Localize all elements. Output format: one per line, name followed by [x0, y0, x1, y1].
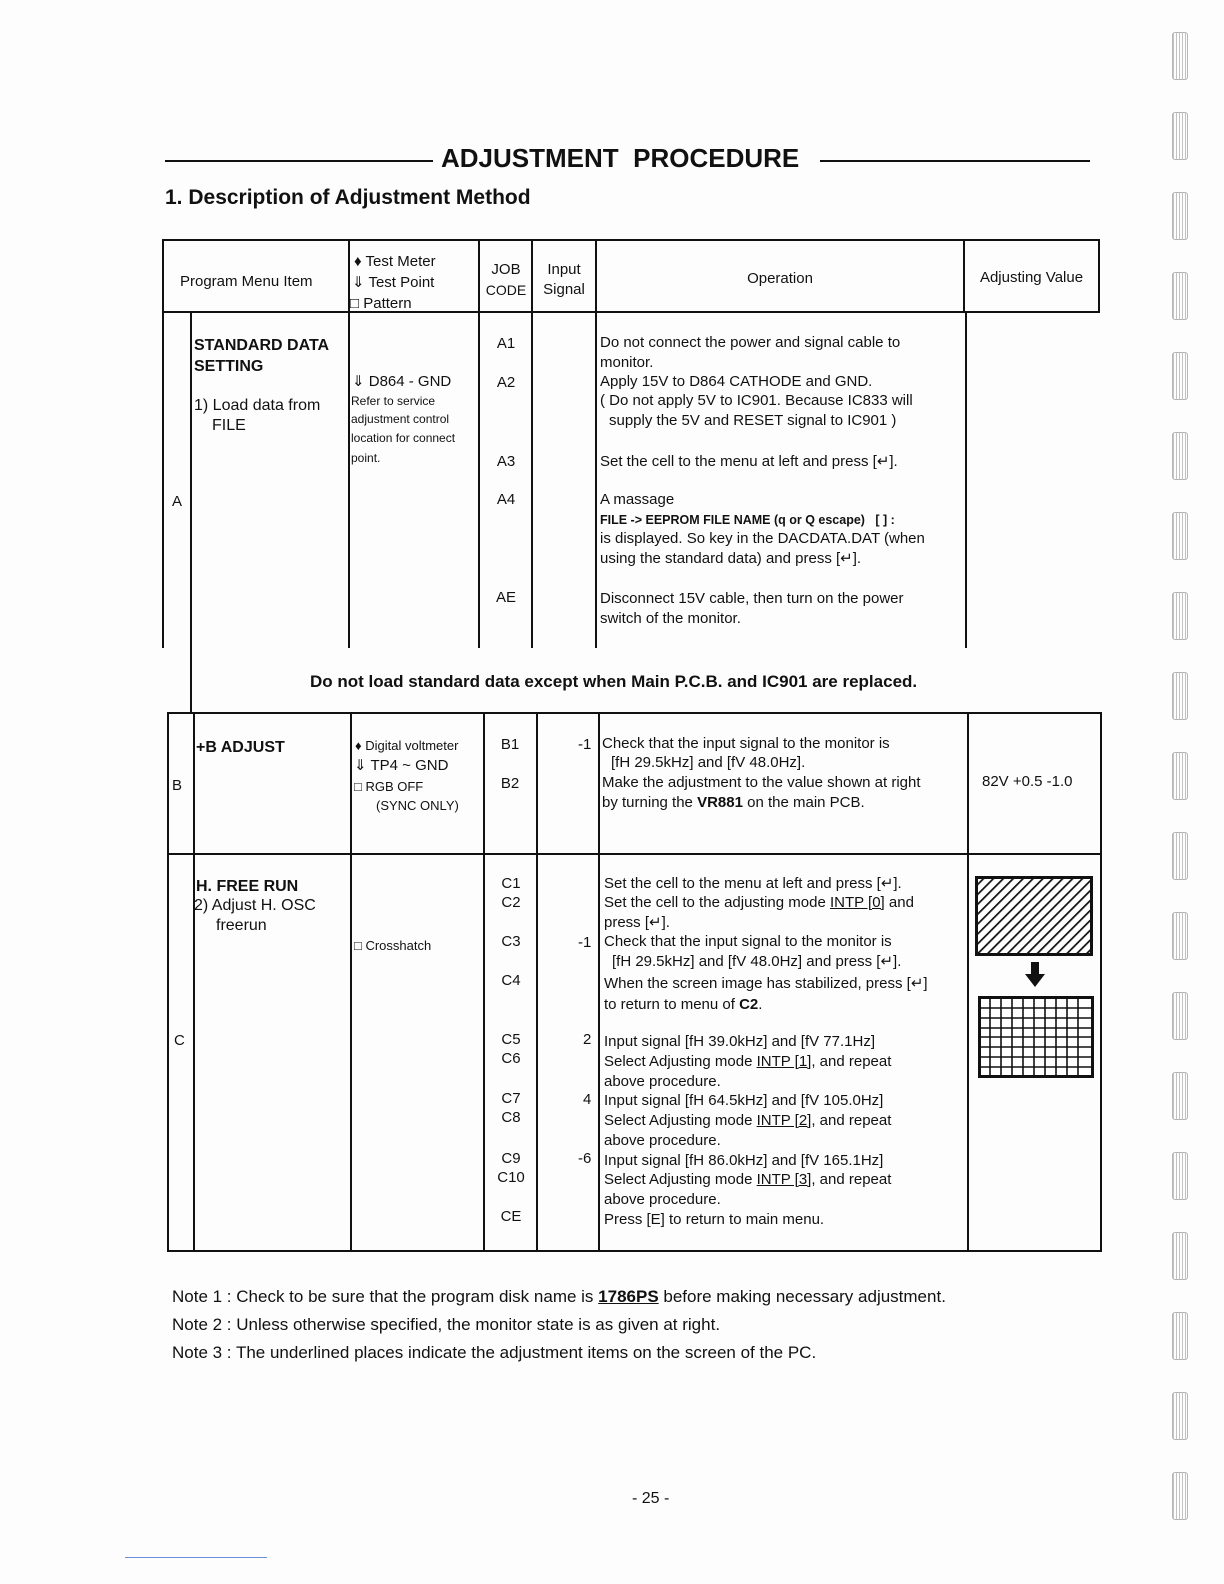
operation-line [604, 1170, 891, 1190]
operation-line [602, 793, 865, 813]
op-text: , and repeat [811, 1171, 892, 1188]
operation-line: above procedure. [604, 1132, 721, 1149]
operation-line: Apply 15V to D864 CATHODE and GND. [600, 373, 873, 390]
header-signal: Signal [543, 281, 585, 298]
header-job: JOB [491, 261, 521, 278]
operation-line [604, 995, 762, 1015]
op-text: by turning the [602, 794, 698, 811]
operation-line: When the screen image has stabilized, press [↵] [604, 975, 928, 992]
adjust-item-intp-1: INTP [1] [756, 1053, 812, 1070]
operation-line [604, 1052, 891, 1072]
operation-line: press [↵]. [604, 914, 670, 931]
job-code: C7 [501, 1090, 521, 1107]
job-code: C4 [501, 972, 521, 989]
note-2: Note 2 : Unless otherwise specified, the monitor state is as given at right. [172, 1315, 721, 1334]
op-text: Select Adjusting mode [604, 1112, 757, 1129]
row-a-meter-note-2: adjustment control [351, 412, 450, 426]
op-text: Select Adjusting mode [604, 1171, 757, 1188]
job-code: C8 [501, 1109, 521, 1126]
row-a-meter-note: Refer to service [351, 394, 436, 408]
operation-line: ( Do not apply 5V to IC901. Because IC833 will [600, 392, 913, 409]
header-operation: Operation [747, 270, 813, 287]
operation-line: A massage [600, 491, 675, 508]
page-title: ADJUSTMENT PROCEDURE [441, 143, 800, 173]
row-a-test-point: ⇓ D864 - GND [352, 373, 452, 390]
job-code: C10 [497, 1169, 525, 1186]
header-test-point: ⇓ Test Point [352, 274, 435, 291]
operation-line: above procedure. [604, 1073, 721, 1090]
adjust-item-intp-3: INTP [3] [756, 1171, 812, 1188]
row-b-pattern-note: (SYNC ONLY) [376, 798, 459, 813]
adjusting-value: 82V +0.5 -1.0 [982, 773, 1073, 790]
operation-line: Input signal [fH 39.0kHz] and [fV 77.1Hz] [604, 1033, 875, 1050]
row-c-sub-item-2: freerun [216, 917, 267, 934]
job-code: C9 [501, 1150, 521, 1167]
operation-line: using the standard data) and press [↵]. [600, 550, 862, 567]
operation-line: above procedure. [604, 1191, 721, 1208]
row-a-meter-note-4: point. [351, 451, 381, 465]
input-signal: -6 [578, 1150, 592, 1167]
crosshatch-pattern-icon [978, 996, 1094, 1078]
operation-line: supply the 5V and RESET signal to IC901 ) [609, 412, 897, 429]
program-disk-name: 1786PS [598, 1287, 659, 1306]
operation-line: [fH 29.5kHz] and [fV 48.0Hz] and press [↵]. [612, 953, 902, 970]
note-text: before making necessary adjustment. [658, 1287, 946, 1306]
op-text: and [884, 894, 914, 911]
job-code: C3 [501, 933, 521, 950]
row-b-pattern: □ RGB OFF [354, 779, 424, 794]
operation-line: Check that the input signal to the monitor is [602, 735, 890, 752]
operation-line [604, 893, 914, 913]
header-program-menu-item: Program Menu Item [180, 273, 313, 290]
header-code: CODE [485, 282, 527, 298]
row-c-letter: C [174, 1032, 185, 1049]
row-a-menu-title-2: SETTING [194, 358, 264, 375]
row-b-menu-title: +B ADJUST [196, 739, 285, 756]
operation-line: Make the adjustment to the value shown at right [602, 774, 921, 791]
job-code: B2 [500, 775, 520, 792]
operation-line: Do not connect the power and signal cable to [600, 334, 901, 351]
job-code: A2 [496, 374, 516, 391]
job-code: B1 [500, 736, 520, 753]
header-test-meter: ♦ Test Meter [354, 253, 436, 270]
row-b-test-point: ⇓ TP4 ~ GND [354, 757, 449, 774]
row-a-letter: A [172, 493, 183, 510]
standard-data-warning: Do not load standard data except when Main P.C.B. and IC901 are replaced. [310, 672, 918, 691]
row-a-sub-item: 1) Load data from [194, 397, 321, 414]
row-a-menu-title: STANDARD DATA [194, 337, 330, 354]
op-text: , and repeat [811, 1053, 892, 1070]
row-a-meter-note-3: location for connect [351, 431, 456, 445]
header-pattern: □ Pattern [350, 295, 412, 312]
row-c-menu-title: H. FREE RUN [196, 878, 299, 895]
op-text: . [758, 996, 763, 1013]
operation-line: Disconnect 15V cable, then turn on the power [600, 590, 904, 607]
adjust-item-intp-2: INTP [2] [756, 1112, 812, 1129]
operation-line: FILE -> EEPROM FILE NAME (q or Q escape) [ ] : [600, 513, 895, 527]
job-code: A4 [496, 491, 516, 508]
page-number: - 25 - [632, 1490, 670, 1507]
operation-line: Input signal [fH 64.5kHz] and [fV 105.0Hz] [604, 1092, 884, 1109]
note-text: Note 1 : Check to be sure that the program disk name is [172, 1287, 599, 1306]
input-signal: -1 [578, 736, 592, 753]
operation-line: switch of the monitor. [600, 610, 741, 627]
title-rule-right [820, 160, 1090, 162]
op-text-bold: C2 [739, 996, 759, 1013]
operation-line [604, 1111, 891, 1131]
operation-line: monitor. [600, 354, 654, 371]
note-3: Note 3 : The underlined places indicate the adjustment items on the screen of the PC. [172, 1343, 817, 1362]
operation-line: Set the cell to the menu at left and press [↵]. [604, 875, 902, 892]
operation-line: Input signal [fH 86.0kHz] and [fV 165.1Hz] [604, 1152, 884, 1169]
op-text-bold: VR881 [697, 794, 743, 811]
row-b-test-meter: ♦ Digital voltmeter [355, 738, 459, 753]
input-signal: 4 [583, 1091, 592, 1108]
row-b-letter: B [172, 777, 183, 794]
note-1 [172, 1286, 946, 1308]
job-code: CE [500, 1208, 522, 1225]
arrow-down-icon [1024, 962, 1046, 988]
operation-line: [fH 29.5kHz] and [fV 48.0Hz]. [611, 754, 806, 771]
job-code: C1 [501, 875, 521, 892]
header-input: Input [547, 261, 581, 278]
row-c-pattern: □ Crosshatch [354, 938, 432, 953]
job-code: C2 [501, 894, 521, 911]
input-signal: 2 [583, 1031, 592, 1048]
input-signal: -1 [578, 934, 592, 951]
section-heading: 1. Description of Adjustment Method [165, 186, 531, 209]
job-code: C6 [501, 1050, 521, 1067]
job-code: A3 [496, 453, 516, 470]
title-rule-left [165, 160, 433, 162]
job-code: A1 [496, 335, 516, 352]
job-code: C5 [501, 1031, 521, 1048]
op-text: Set the cell to the adjusting mode [604, 894, 830, 911]
job-code: AE [495, 589, 516, 606]
row-a-sub-item-2: FILE [212, 417, 246, 434]
op-text: on the main PCB. [742, 794, 865, 811]
operation-line: is displayed. So key in the DACDATA.DAT (when [600, 530, 925, 547]
operation-line: Set the cell to the menu at left and press [↵]. [600, 453, 898, 470]
header-adjusting-value: Adjusting Value [979, 269, 1084, 286]
op-text: to return to menu of [604, 996, 740, 1013]
operation-line: Check that the input signal to the monitor is [604, 933, 892, 950]
row-c-sub-item: 2) Adjust H. OSC [194, 897, 316, 914]
operation-line: Press [E] to return to main menu. [604, 1211, 825, 1228]
op-text: Select Adjusting mode [604, 1053, 757, 1070]
adjust-item-intp-0: INTP [0] [829, 894, 885, 911]
hatched-screen-icon [975, 876, 1093, 956]
op-text: , and repeat [811, 1112, 892, 1129]
